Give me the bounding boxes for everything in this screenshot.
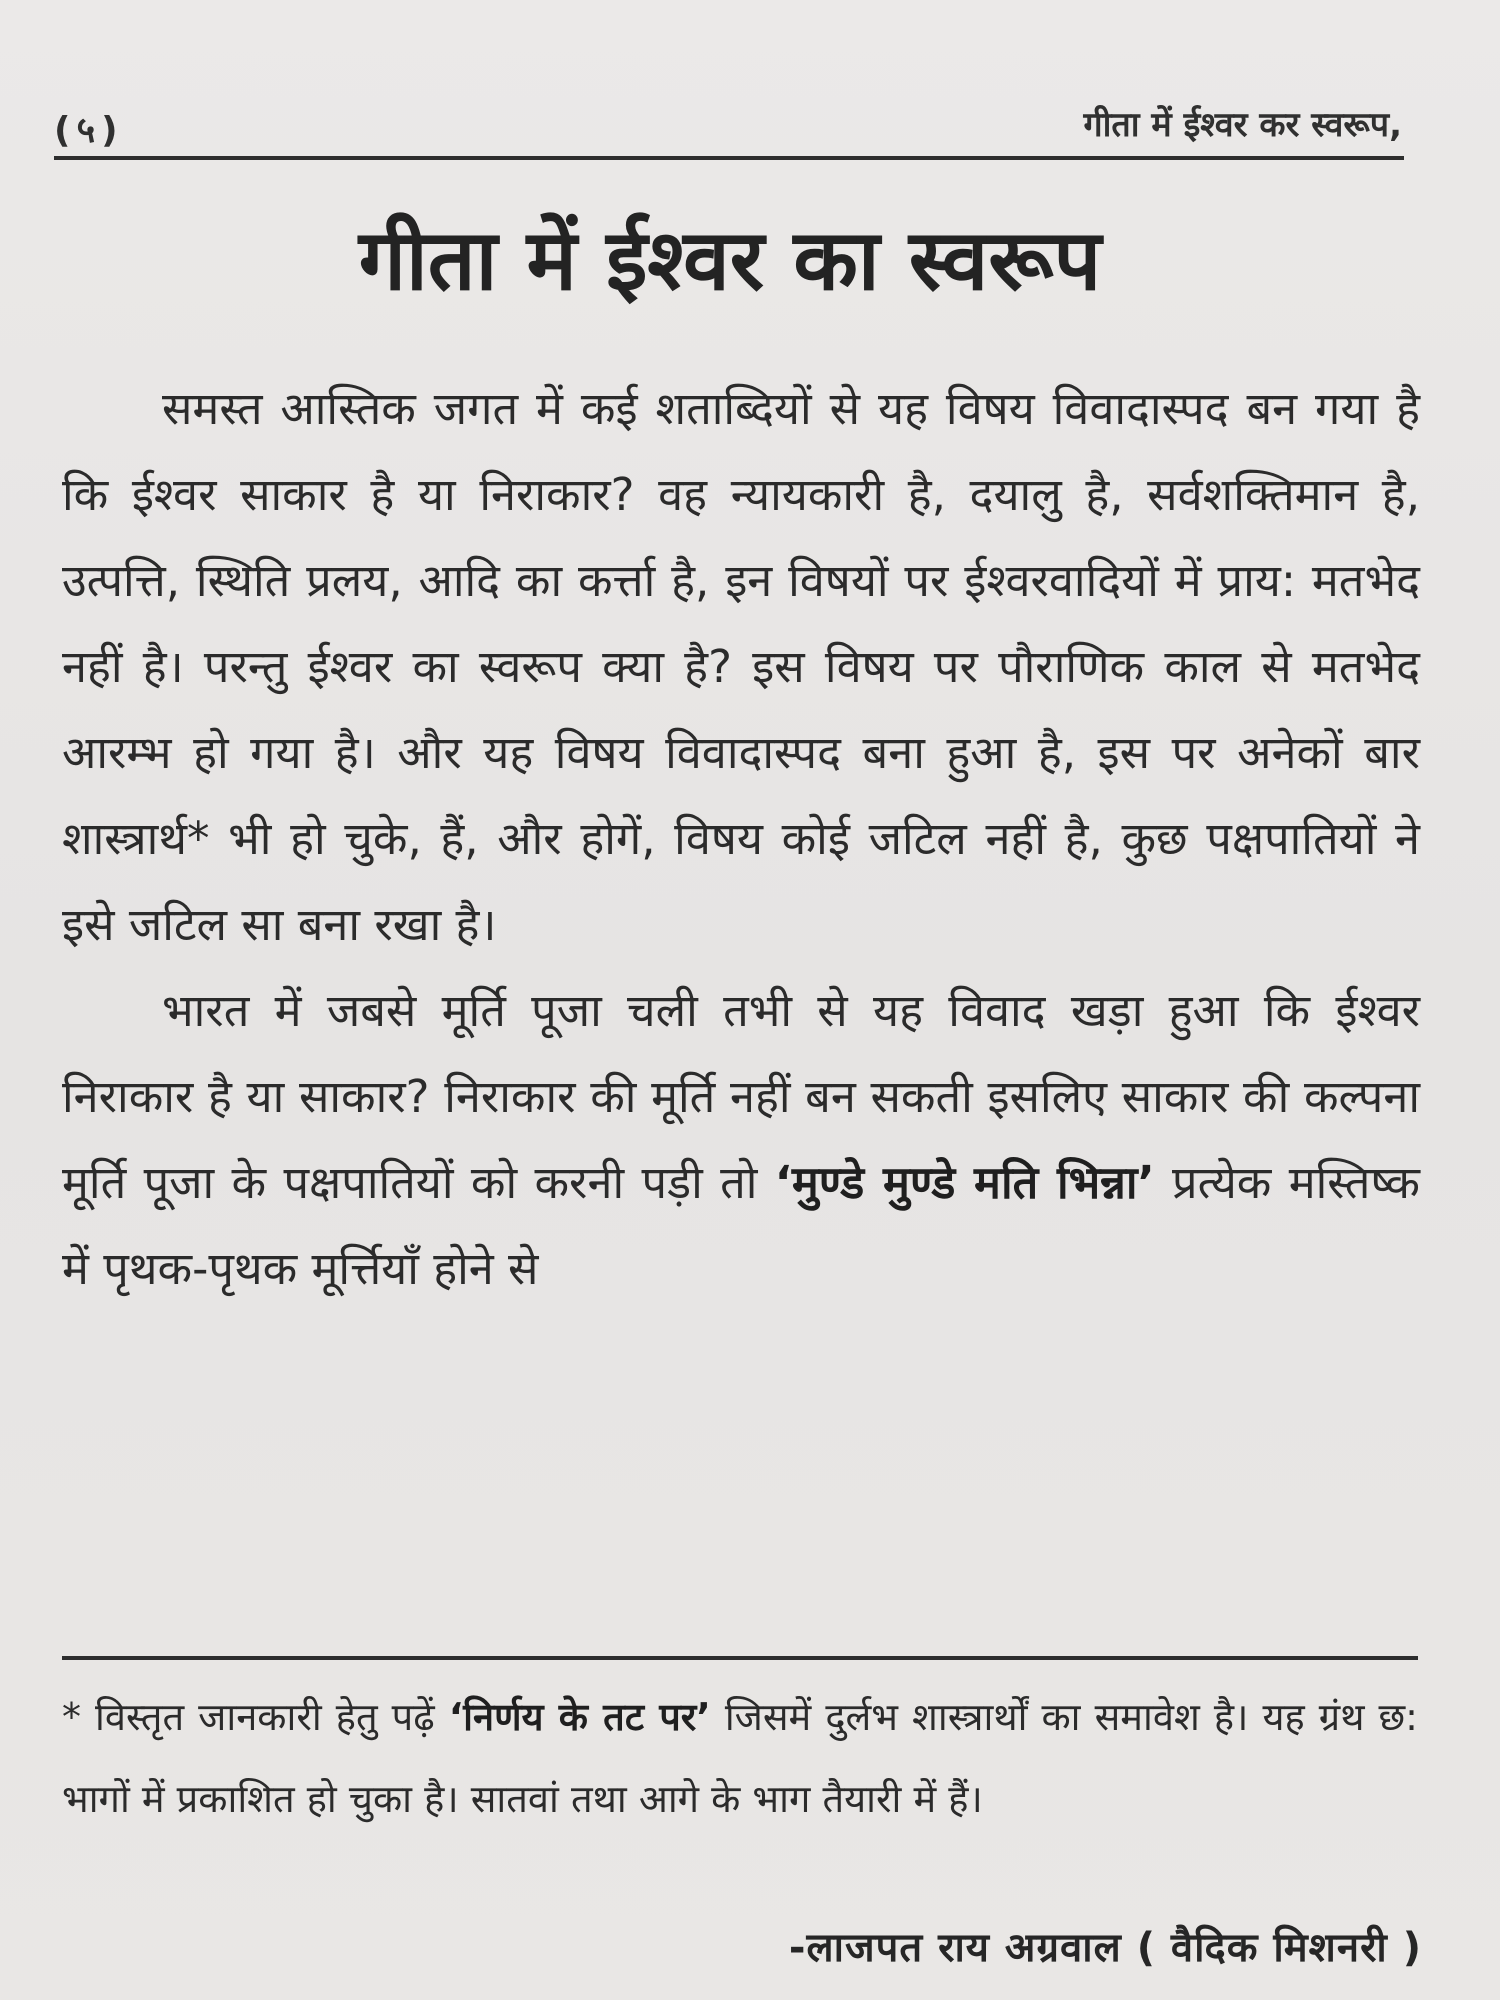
footnote — [62, 1676, 1418, 1840]
paragraph-2-text-after: प्रत्येक मस्तिष्क में पृथक-पृथक मूर्त्तियाँ होने से — [62, 1156, 1420, 1295]
footnote-bold-quote: ‘निर्णय के तट पर’ — [448, 1695, 711, 1739]
paragraph-2 — [62, 968, 1420, 1312]
header-rule — [54, 156, 1404, 160]
chapter-title: गीता में ईश्वर का स्वरूप — [358, 211, 1102, 309]
paragraph-1: समस्त आस्तिक जगत में कई शताब्दियों से यह विषय विवादास्पद बन गया है कि ईश्वर साकार है या निराकार? वह न्यायकारी है, दयालु है, सर्वशक्तिमान है, उत्पत्ति, स्थिति प्रलय, आदि का कर्त्ता है, इन विषयों पर ईश्वरवादियों में प्राय: मतभेद नहीं है। परन्तु ईश्वर का स्वरूप क्या है? इस विषय पर पौराणिक काल से मतभेद आरम्भ हो गया है। और यह विषय विवादास्पद बना हुआ है, इस पर अनेकों बार शास्त्रार्थ* भी हो चुके, हैं, और होगें, विषय कोई जटिल नहीं है, कुछ पक्षपातियों ने इसे जटिल सा बना रखा है। — [62, 382, 1420, 951]
footnote-rule — [62, 1656, 1418, 1660]
footnote-text — [62, 1676, 1418, 1840]
page-number: (५) — [54, 110, 124, 151]
author-signature: -लाजपत राय अग्रवाल ( वैदिक मिशनरी ) — [788, 1925, 1422, 1971]
paragraph-2-bold-quote: ‘मुण्डे मुण्डे मति भिन्ना’ — [774, 1156, 1155, 1209]
body-text — [62, 366, 1420, 1312]
paragraph-2-text-before: भारत में जबसे मूर्ति पूजा चली तभी से यह विवाद खड़ा हुआ कि ईश्वर निराकार है या साकार? निराकार की मूर्ति नहीं बन सकती इसलिए साकार की कल्पना मूर्ति पूजा के पक्षपातियों को करनी पड़ी तो — [62, 984, 1420, 1209]
running-title: गीता में ईश्वर कर स्वरूप, — [1083, 105, 1402, 145]
footnote-text-before: * विस्तृत जानकारी हेतु पढ़ें — [62, 1695, 449, 1739]
footnote-text-after: जिसमें दुर्लभ शास्त्रार्थों का समावेश है। यह ग्रंथ छ: भागों में प्रकाशित हो चुका है। सातवां तथा आगे के भाग तैयारी में हैं। — [62, 1695, 1418, 1821]
running-header — [50, 96, 1406, 156]
